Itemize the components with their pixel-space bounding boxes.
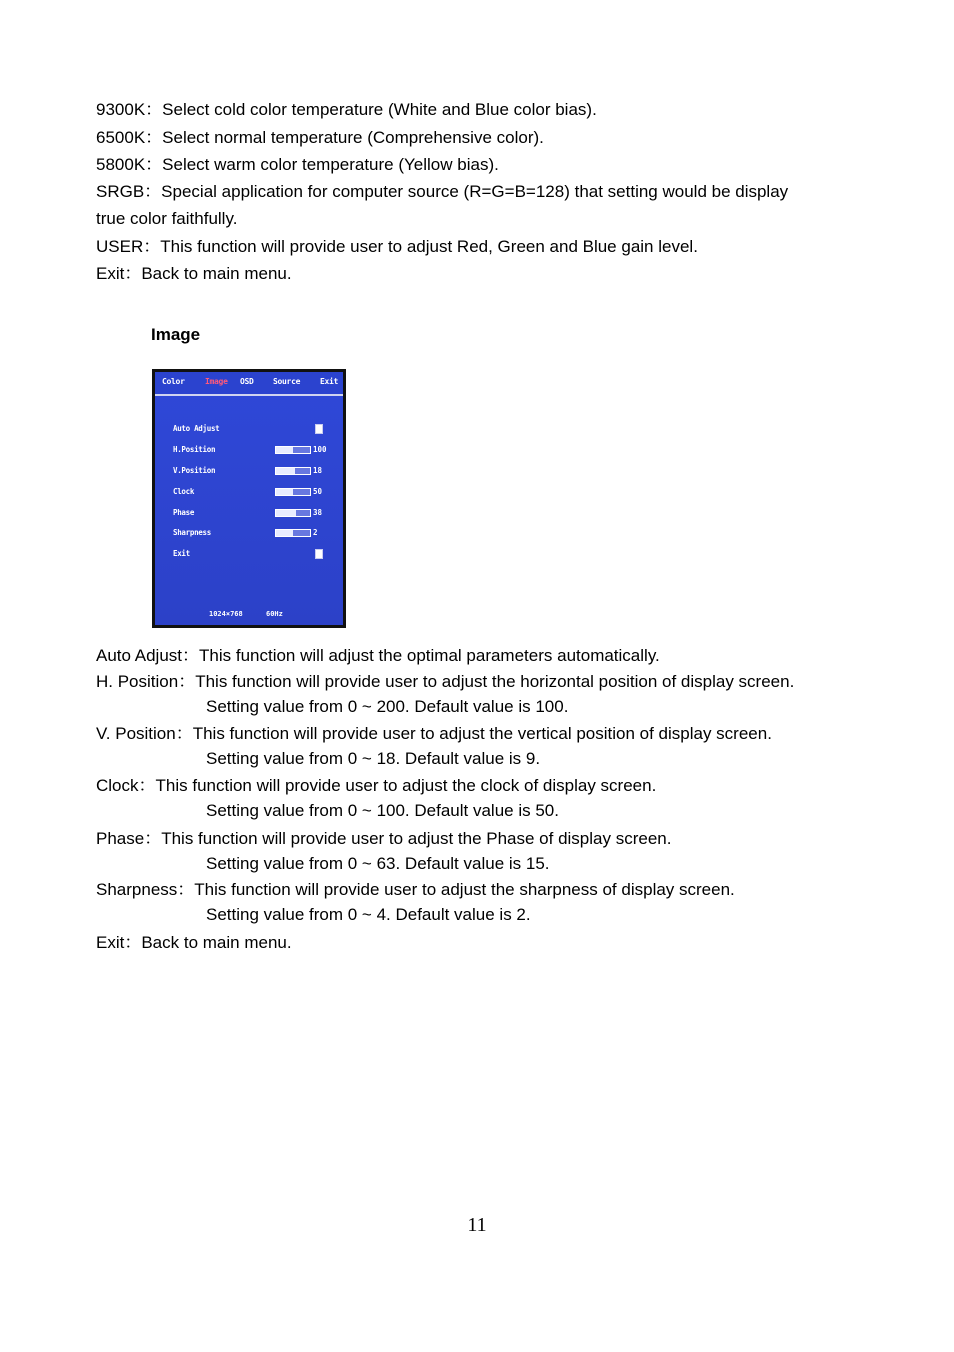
text-exit-image: Exit：Back to main menu. [96, 933, 292, 952]
osd-item-v-position: V.Position [173, 466, 216, 475]
osd-slider-empty [293, 530, 310, 536]
text-clock-range: Setting value from 0 ~ 100. Default value is 50. [206, 801, 559, 820]
osd-slider-clock [275, 488, 311, 496]
osd-value-clock: 50 [313, 487, 323, 496]
text-9300k: 9300K：Select cold color temperature (White and Blue color bias). [96, 100, 597, 119]
osd-slider-empty [293, 489, 310, 495]
osd-value-h-position: 100 [313, 445, 327, 454]
text-srgb: SRGB：Special application for computer source (R=G=B=128) that setting would be display [96, 182, 789, 201]
osd-tab-exit: Exit [320, 377, 339, 386]
text-6500k: 6500K：Select normal temperature (Comprehensive color). [96, 128, 544, 147]
osd-slider-empty [293, 447, 310, 453]
osd-value-sharpness: 2 [313, 528, 318, 537]
text-v-position: V. Position：This function will provide user to adjust the vertical position of display screen. [96, 724, 772, 743]
text-user: USER：This function will provide user to adjust Red, Green and Blue gain level. [96, 237, 698, 256]
osd-item-phase: Phase [173, 508, 195, 517]
text-clock: Clock：This function will provide user to adjust the clock of display screen. [96, 776, 657, 795]
osd-tab-bar [155, 372, 343, 396]
osd-tab-color: Color [162, 377, 185, 386]
osd-screenshot [152, 369, 346, 628]
text-h-position: H. Position：This function will provide user to adjust the horizontal position of display screen. [96, 672, 795, 691]
page-number: 11 [467, 1214, 487, 1236]
osd-refresh: 60Hz [266, 610, 283, 618]
osd-resolution: 1024×768 [209, 610, 243, 618]
osd-tab-image: Image [205, 377, 228, 386]
osd-value-v-position: 18 [313, 466, 323, 475]
osd-tab-osd: OSD [240, 377, 254, 386]
osd-item-clock: Clock [173, 487, 195, 496]
text-phase-range: Setting value from 0 ~ 63. Default value is 15. [206, 854, 550, 873]
osd-slider-h-position [275, 446, 311, 454]
text-auto-adjust: Auto Adjust：This function will adjust the optimal parameters automatically. [96, 646, 660, 665]
osd-tab-source: Source [273, 377, 301, 386]
osd-slider-empty [295, 468, 310, 474]
osd-slider-v-position [275, 467, 311, 475]
osd-button-icon [315, 424, 323, 434]
text-phase: Phase：This function will provide user to adjust the Phase of display screen. [96, 829, 672, 848]
osd-value-phase: 38 [313, 508, 323, 517]
osd-item-exit: Exit [173, 549, 190, 558]
text-v-position-range: Setting value from 0 ~ 18. Default value is 9. [206, 749, 541, 768]
osd-item-sharpness: Sharpness [173, 528, 211, 537]
osd-slider-empty [296, 510, 310, 516]
text-sharpness: Sharpness：This function will provide user to adjust the sharpness of display screen. [96, 880, 735, 899]
text-sharpness-range: Setting value from 0 ~ 4. Default value is 2. [206, 905, 531, 924]
text-5800k: 5800K：Select warm color temperature (Yellow bias). [96, 155, 499, 174]
section-heading-image: Image [151, 325, 201, 344]
osd-slider-phase [275, 509, 311, 517]
text-exit-color: Exit：Back to main menu. [96, 264, 292, 283]
text-srgb-cont: true color faithfully. [96, 209, 238, 228]
osd-panel [155, 372, 343, 625]
osd-slider-sharpness [275, 529, 311, 537]
text-h-position-range: Setting value from 0 ~ 200. Default value is 100. [206, 697, 569, 716]
osd-item-h-position: H.Position [173, 445, 216, 454]
osd-item-auto-adjust: Auto Adjust [173, 424, 220, 433]
osd-button-icon [315, 549, 323, 559]
